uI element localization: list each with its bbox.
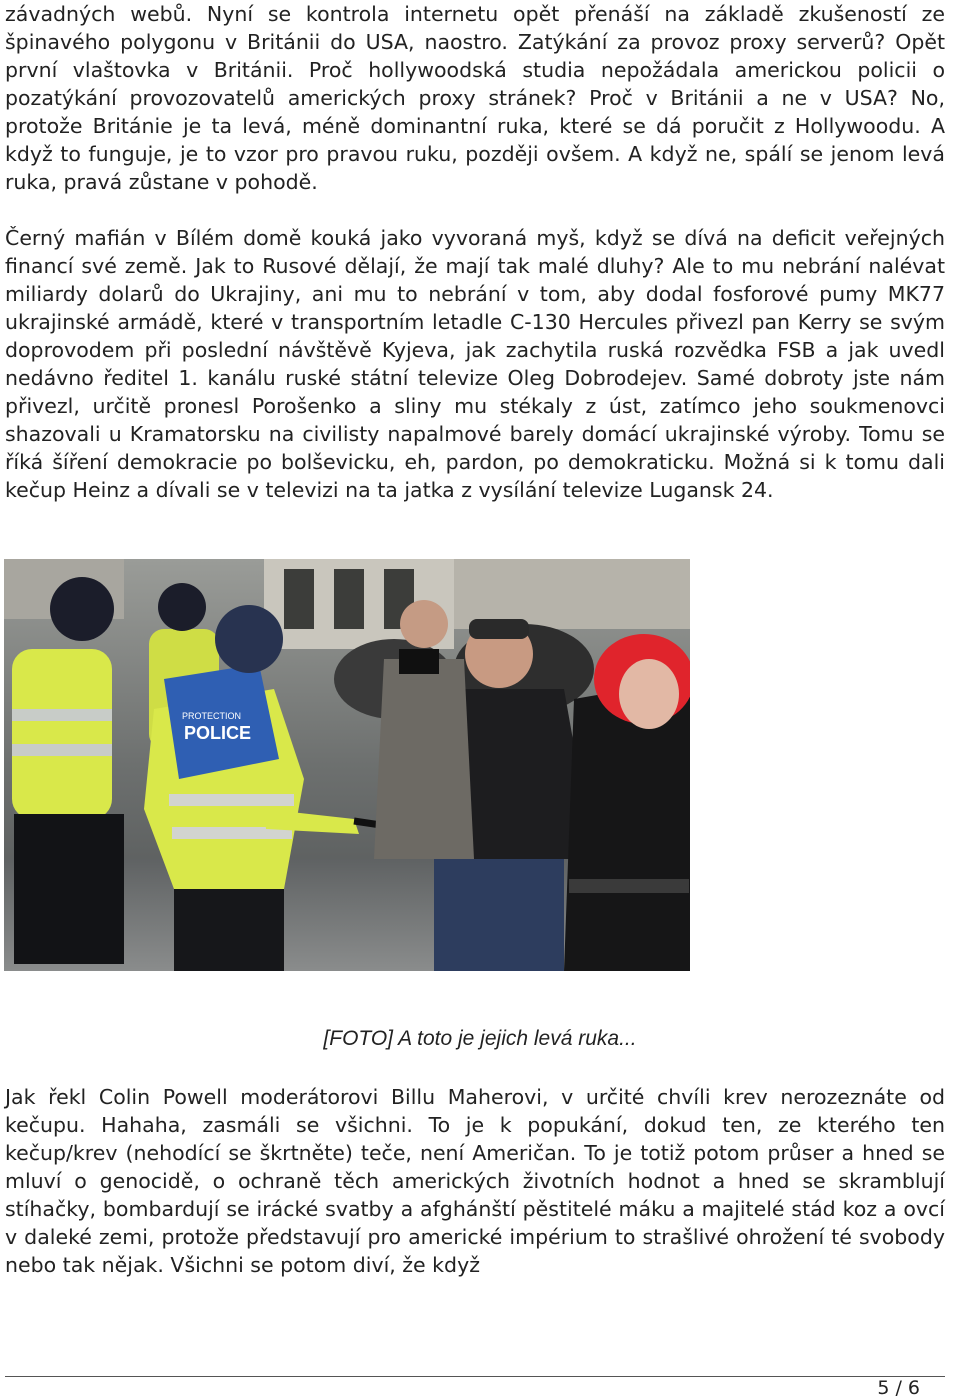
vest-police-text: POLICE bbox=[184, 723, 252, 743]
vest-small-text: PROTECTION bbox=[182, 711, 242, 721]
page-number: 5 / 6 bbox=[877, 1377, 920, 1399]
photo-caption: [FOTO] A toto je jejich levá ruka... bbox=[323, 1027, 637, 1050]
footer-divider bbox=[5, 1376, 945, 1377]
article-paragraph-2: Černý mafián v Bílém domě kouká jako vyvoraná myš, když se dívá na deficit veřejných financí své země. Jak to Rusové dělají, že mají tak malé dluhy? Ale to mu nebrání nalévat miliardy dolarů do Ukrajiny, ani mu to nebrání v tom, aby dodal fosforové pumy MK77 ukrajinské armádě, které v transportním letadle C-130 Hercules přivezl pan Kerry se svým doprovodem při poslední návštěvě Kyjeva, jak zachytila ruská rozvědka FSB a jak uvedl nedávno ředitel 1. kanálu ruské státní televize Oleg Dobrodejev. Samé dobroty jste nám přivezl, určitě pronesl Porošenko a sliny mu stékaly z úst, zatímco jeho soukmenovci shazovali u Kramatorsku na civilisty napalmové barely domácí ukrajinské výroby. Tomu se říká šíření demokracie po bolševicku, eh, pardon, po demokraticku. Možná si k tomu dali kečup Heinz a dívali se v televizi na ta jatka z vysílání televize Lugansk 24. bbox=[5, 226, 945, 502]
protest-photo bbox=[4, 559, 690, 971]
article-paragraph-3: Jak řekl Colin Powell moderátorovi Billu Maherovi, v určité chvíli krev nerozeznáte od kečupu. Hahaha, zasmáli se všichni. To je k popukání, dokud ten, ze kterého ten kečup/krev (nehodící se škrtněte) teče, není Američan. To je totiž potom průser a hned se mluví o genocidě, o ochraně těch amerických životních hodnot a hned se skramblují stíhačky, bombardují se irácké svatby a afghánští pěstitelé máku a majitelé stád koz a ovcí v daleké zemi, protože představují pro americké impérium to strašlivé ohrožení té svobody nebo tak nějak. Všichni se potom diví, že když bbox=[5, 1085, 945, 1277]
article-paragraph-1: závadných webů. Nyní se kontrola internetu opět přenáší na základě zkušeností ze špinavého polygonu v Británii do USA, naostro. Zatýkání za provoz proxy serverů? Opět první vlaštovka v Británii. Proč hollywoodská studia nepožádala americkou policii o pozatýkání provozovatelů amerických proxy stránek? Proč v Británii a ne v USA? No, protože Británie je ta levá, méně dominantní ruka, které se dá poručit z Hollywoodu. A když to funguje, je to vzor pro pravou ruku, později ovšem. A když ne, spálí se jenom levá ruka, pravá zůstane v pohodě. bbox=[5, 2, 945, 194]
